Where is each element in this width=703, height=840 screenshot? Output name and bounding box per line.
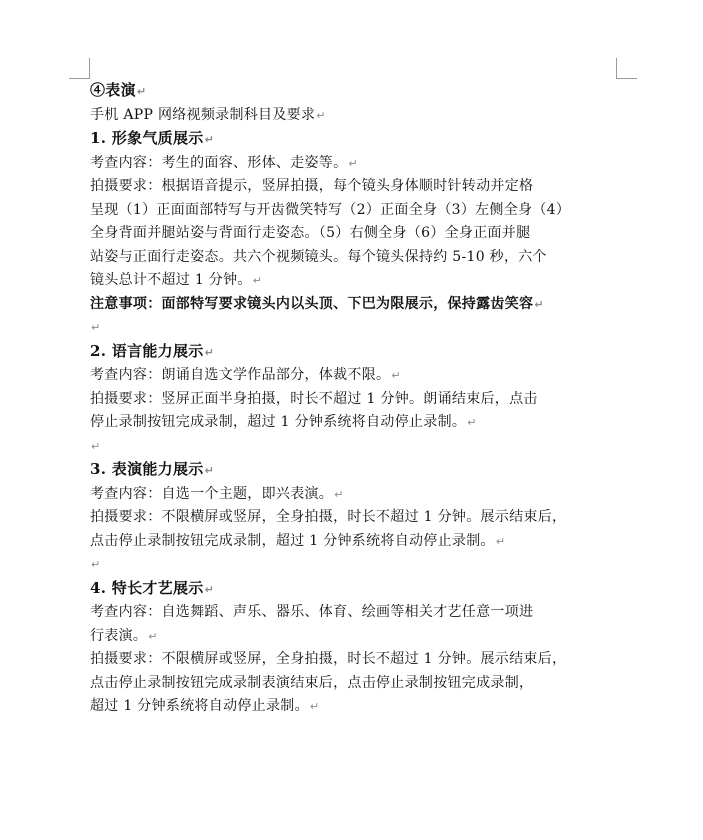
paragraph-mark-icon: ↵ xyxy=(204,464,215,477)
requirement-line: 超过 1 分钟系统将自动停止录制。↵ xyxy=(90,698,320,714)
requirement-line: 拍摄要求：竖屏正面半身拍摄，时长不超过 1 分钟。朗诵结束后，点击 xyxy=(90,390,538,407)
section-heading-1: 1. 形象气质展示↵ xyxy=(90,129,215,147)
empty-paragraph xyxy=(90,553,630,577)
paragraph-mark-icon: ↵ xyxy=(204,133,215,146)
requirement-line: 拍摄要求：根据语音提示，竖屏拍摄，每个镜头身体顺时针转动并定格 xyxy=(90,178,534,194)
paragraph-mark-icon: ↵ xyxy=(148,629,158,643)
paragraph-mark-icon: ↵ xyxy=(91,321,101,334)
paragraph-mark-icon: ↵ xyxy=(204,582,215,596)
requirement-line: 镜头总计不超过 1 分钟。↵ xyxy=(90,272,263,288)
section-content-1: 考查内容：考生的面容、形体、走姿等。↵ xyxy=(90,154,358,171)
section-content-2: 考查内容：朗诵自选文学作品部分，体裁不限。↵ xyxy=(90,367,401,383)
paragraph-mark-icon: ↵ xyxy=(136,85,147,98)
paragraph-mark-icon: ↵ xyxy=(391,369,401,382)
empty-paragraph xyxy=(90,316,630,340)
requirement-line: 站姿与正面行走姿态。共六个视频镜头。每个镜头保持约 5-10 秒，六个 xyxy=(90,248,547,265)
requirement-line: 点击停止录制按钮完成录制，超过 1 分钟系统将自动停止录制。↵ xyxy=(90,532,506,549)
paragraph-mark-icon: ↵ xyxy=(252,274,263,287)
paragraph-mark-icon: ↵ xyxy=(316,108,326,122)
paragraph-mark-icon: ↵ xyxy=(348,156,358,170)
section-heading-3: 3. 表演能力展示↵ xyxy=(90,460,215,478)
requirement-line: 拍摄要求：不限横屏或竖屏，全身拍摄，时长不超过 1 分钟。展示结束后， xyxy=(90,509,567,525)
section-note-1: 注意事项：面部特写要求镜头内以头顶、下巴为限展示，保持露齿笑容↵ xyxy=(90,295,544,312)
paragraph-mark-icon: ↵ xyxy=(91,439,101,453)
paragraph-mark-icon: ↵ xyxy=(309,700,320,713)
requirement-line: 拍摄要求：不限横屏或竖屏，全身拍摄，时长不超过 1 分钟。展示结束后， xyxy=(90,651,567,667)
section-content-3: 考查内容：自选一个主题，即兴表演。↵ xyxy=(90,485,344,502)
empty-paragraph xyxy=(90,435,630,459)
page-corner-top-right xyxy=(616,58,637,79)
requirement-line: 点击停止录制按钮完成录制表演结束后，点击停止录制按钮完成录制， xyxy=(90,674,534,691)
requirement-line: 停止录制按钮完成录制，超过 1 分钟系统将自动停止录制。↵ xyxy=(90,414,477,430)
page-corner-top-left xyxy=(69,58,90,79)
paragraph-mark-icon: ↵ xyxy=(204,345,215,359)
requirement-line: 全身背面并腿站姿与背面行走姿态。（5）右侧全身（6）全身正面并腿 xyxy=(90,225,531,241)
document-body[interactable] xyxy=(90,79,630,719)
section-content-4: 考查内容：自选舞蹈、声乐、器乐、体育、绘画等相关才艺任意一项进 xyxy=(90,604,534,620)
paragraph-mark-icon: ↵ xyxy=(334,487,344,501)
section-heading-2: 2. 语言能力展示↵ xyxy=(90,341,215,360)
requirement-line: 呈现（1）正面面部特写与开齿微笑特写（2）正面全身（3）左侧全身（4） xyxy=(90,201,571,218)
section-heading-4: 4. 特长才艺展示↵ xyxy=(90,578,215,597)
paragraph-mark-icon: ↵ xyxy=(534,297,544,311)
paragraph-mark-icon: ↵ xyxy=(495,534,506,548)
paragraph-mark-icon: ↵ xyxy=(91,558,101,571)
paragraph-mark-icon: ↵ xyxy=(467,416,477,429)
section-content-4: 行表演。↵ xyxy=(90,627,158,644)
subtitle: 手机 APP 网络视频录制科目及要求↵ xyxy=(90,106,326,123)
section-title: ④表演↵ xyxy=(90,81,147,99)
